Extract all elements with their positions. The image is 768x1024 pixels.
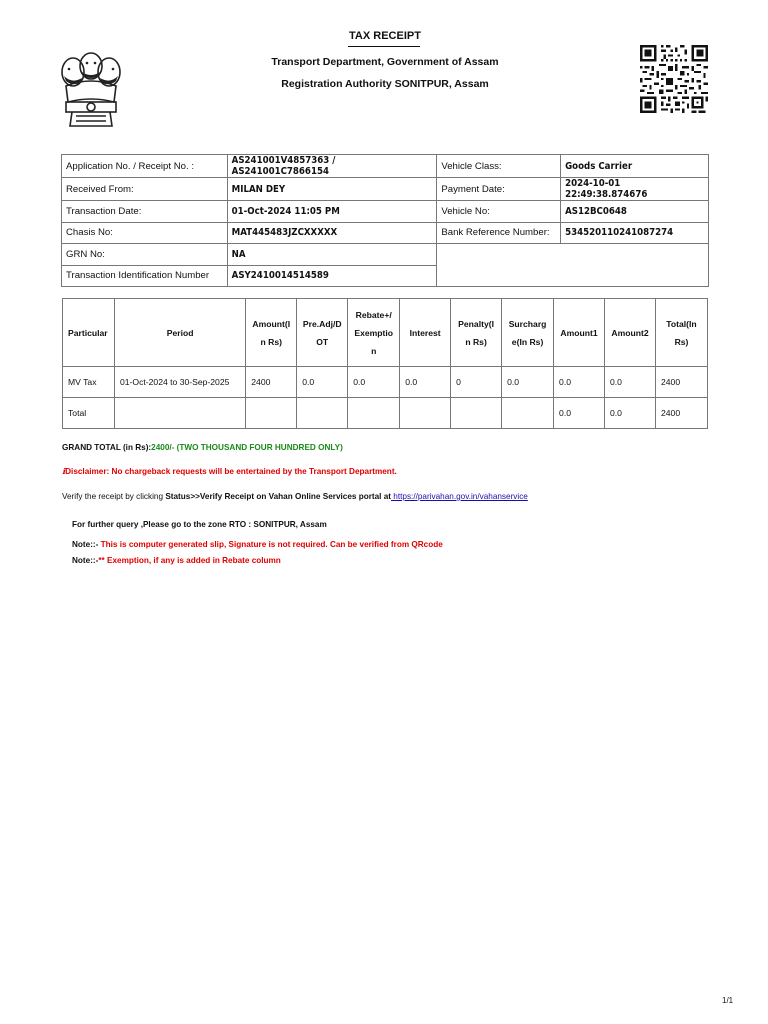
cell-preadj: 0.0 bbox=[297, 367, 348, 398]
fees-table bbox=[62, 298, 708, 429]
receipt-info-table bbox=[61, 154, 709, 287]
cell-amount2: 0.0 bbox=[605, 367, 656, 398]
cell-period: 01-Oct-2024 to 30-Sep-2025 bbox=[114, 367, 245, 398]
table-row bbox=[62, 201, 709, 223]
table-header-row bbox=[63, 299, 708, 367]
col-surcharge: Surcharg e(In Rs) bbox=[502, 299, 554, 367]
cell-penalty: 0 bbox=[451, 367, 502, 398]
cell-rebate: 0.0 bbox=[348, 367, 400, 398]
warning-icon: ℹ bbox=[62, 467, 66, 476]
vehicle-class-value: Goods Carrier bbox=[561, 155, 709, 178]
vehicle-class-label: Vehicle Class: bbox=[437, 155, 561, 178]
received-from-value: MILAN DEY bbox=[227, 178, 437, 201]
table-total-row bbox=[63, 398, 708, 429]
receipt-title: TAX RECEIPT bbox=[349, 30, 421, 42]
col-amount: Amount(I n Rs) bbox=[246, 299, 297, 367]
col-amount2: Amount2 bbox=[605, 299, 656, 367]
empty-cell bbox=[437, 244, 709, 287]
table-row bbox=[62, 222, 709, 244]
grand-total bbox=[62, 443, 343, 452]
grn-label: GRN No: bbox=[62, 244, 228, 266]
note-label: Note::- bbox=[72, 556, 99, 565]
application-value: AS241001V4857363 / AS241001C7866154 bbox=[227, 155, 437, 178]
col-preadj: Pre.Adj/D OT bbox=[297, 299, 348, 367]
cell-amount1: 0.0 bbox=[554, 367, 605, 398]
transaction-date-label: Transaction Date: bbox=[62, 201, 228, 223]
table-row bbox=[62, 178, 709, 201]
col-amount1: Amount1 bbox=[554, 299, 605, 367]
department-name: Transport Department, Government of Assam bbox=[271, 56, 499, 68]
chasis-label: Chasis No: bbox=[62, 222, 228, 244]
payment-date-value: 2024-10-01 22:49:38.874676 bbox=[561, 178, 709, 201]
cell-particular: MV Tax bbox=[63, 367, 115, 398]
bank-ref-label: Bank Reference Number: bbox=[437, 222, 561, 244]
application-label: Application No. / Receipt No. : bbox=[62, 155, 228, 178]
verify-prefix: Verify the receipt by clicking bbox=[62, 492, 166, 501]
page-number: 1/1 bbox=[722, 996, 734, 1005]
col-interest: Interest bbox=[400, 299, 451, 367]
txn-id-label: Transaction Identification Number bbox=[62, 265, 228, 287]
cell-total-total: 2400 bbox=[655, 398, 707, 429]
col-penalty: Penalty(I n Rs) bbox=[451, 299, 502, 367]
verify-line bbox=[62, 492, 528, 501]
grand-total-value: 2400/- (TWO THOUSAND FOUR HUNDRED ONLY) bbox=[151, 443, 343, 452]
cell-total-amount2: 0.0 bbox=[605, 398, 656, 429]
cell-amount: 2400 bbox=[246, 367, 297, 398]
state-emblem-icon bbox=[52, 46, 130, 132]
col-total: Total(In Rs) bbox=[655, 299, 707, 367]
payment-date-label: Payment Date: bbox=[437, 178, 561, 201]
table-row bbox=[62, 244, 709, 266]
cell-total-label: Total bbox=[63, 398, 115, 429]
note-2 bbox=[72, 556, 281, 565]
note-label: Note::- bbox=[72, 540, 99, 549]
disclaimer-text: Disclaimer: No chargeback requests will be entertained by the Transport Department. bbox=[65, 467, 397, 476]
table-row bbox=[63, 367, 708, 398]
authority-name: Registration Authority SONITPUR, Assam bbox=[281, 78, 489, 90]
disclaimer bbox=[62, 466, 397, 476]
vehicle-no-value: AS12BC0648 bbox=[561, 201, 709, 223]
transaction-date-value: 01-Oct-2024 11:05 PM bbox=[227, 201, 437, 223]
cell-total-amount1: 0.0 bbox=[554, 398, 605, 429]
verify-instruction: Status>>Verify Receipt on Vahan Online Services portal at bbox=[165, 492, 392, 501]
cell-interest: 0.0 bbox=[400, 367, 451, 398]
note-1-text: This is computer generated slip, Signature is not required. Can be verified from QRcode bbox=[98, 540, 443, 549]
note-1 bbox=[72, 540, 443, 549]
txn-id-value: ASY2410014514589 bbox=[227, 265, 437, 287]
vehicle-no-label: Vehicle No: bbox=[437, 201, 561, 223]
grn-value: NA bbox=[227, 244, 437, 266]
col-particular: Particular bbox=[63, 299, 115, 367]
col-period: Period bbox=[114, 299, 245, 367]
query-info: For further query ,Please go to the zone RTO : SONITPUR, Assam bbox=[72, 520, 327, 529]
cell-surcharge: 0.0 bbox=[502, 367, 554, 398]
bank-ref-value: 534520110241087274 bbox=[561, 222, 709, 244]
chasis-value: MAT445483JZCXXXXX bbox=[227, 222, 437, 244]
qr-code-icon bbox=[638, 45, 710, 113]
cell-total: 2400 bbox=[655, 367, 707, 398]
table-row bbox=[62, 155, 709, 178]
title-underline bbox=[348, 46, 420, 47]
vahan-service-link[interactable]: https://parivahan.gov.in/vahanservice bbox=[391, 492, 528, 501]
note-2-text: ** Exemption, if any is added in Rebate column bbox=[98, 556, 281, 565]
grand-total-label: GRAND TOTAL (in Rs): bbox=[62, 443, 152, 452]
received-from-label: Received From: bbox=[62, 178, 228, 201]
col-rebate: Rebate+/ Exemptio n bbox=[348, 299, 400, 367]
